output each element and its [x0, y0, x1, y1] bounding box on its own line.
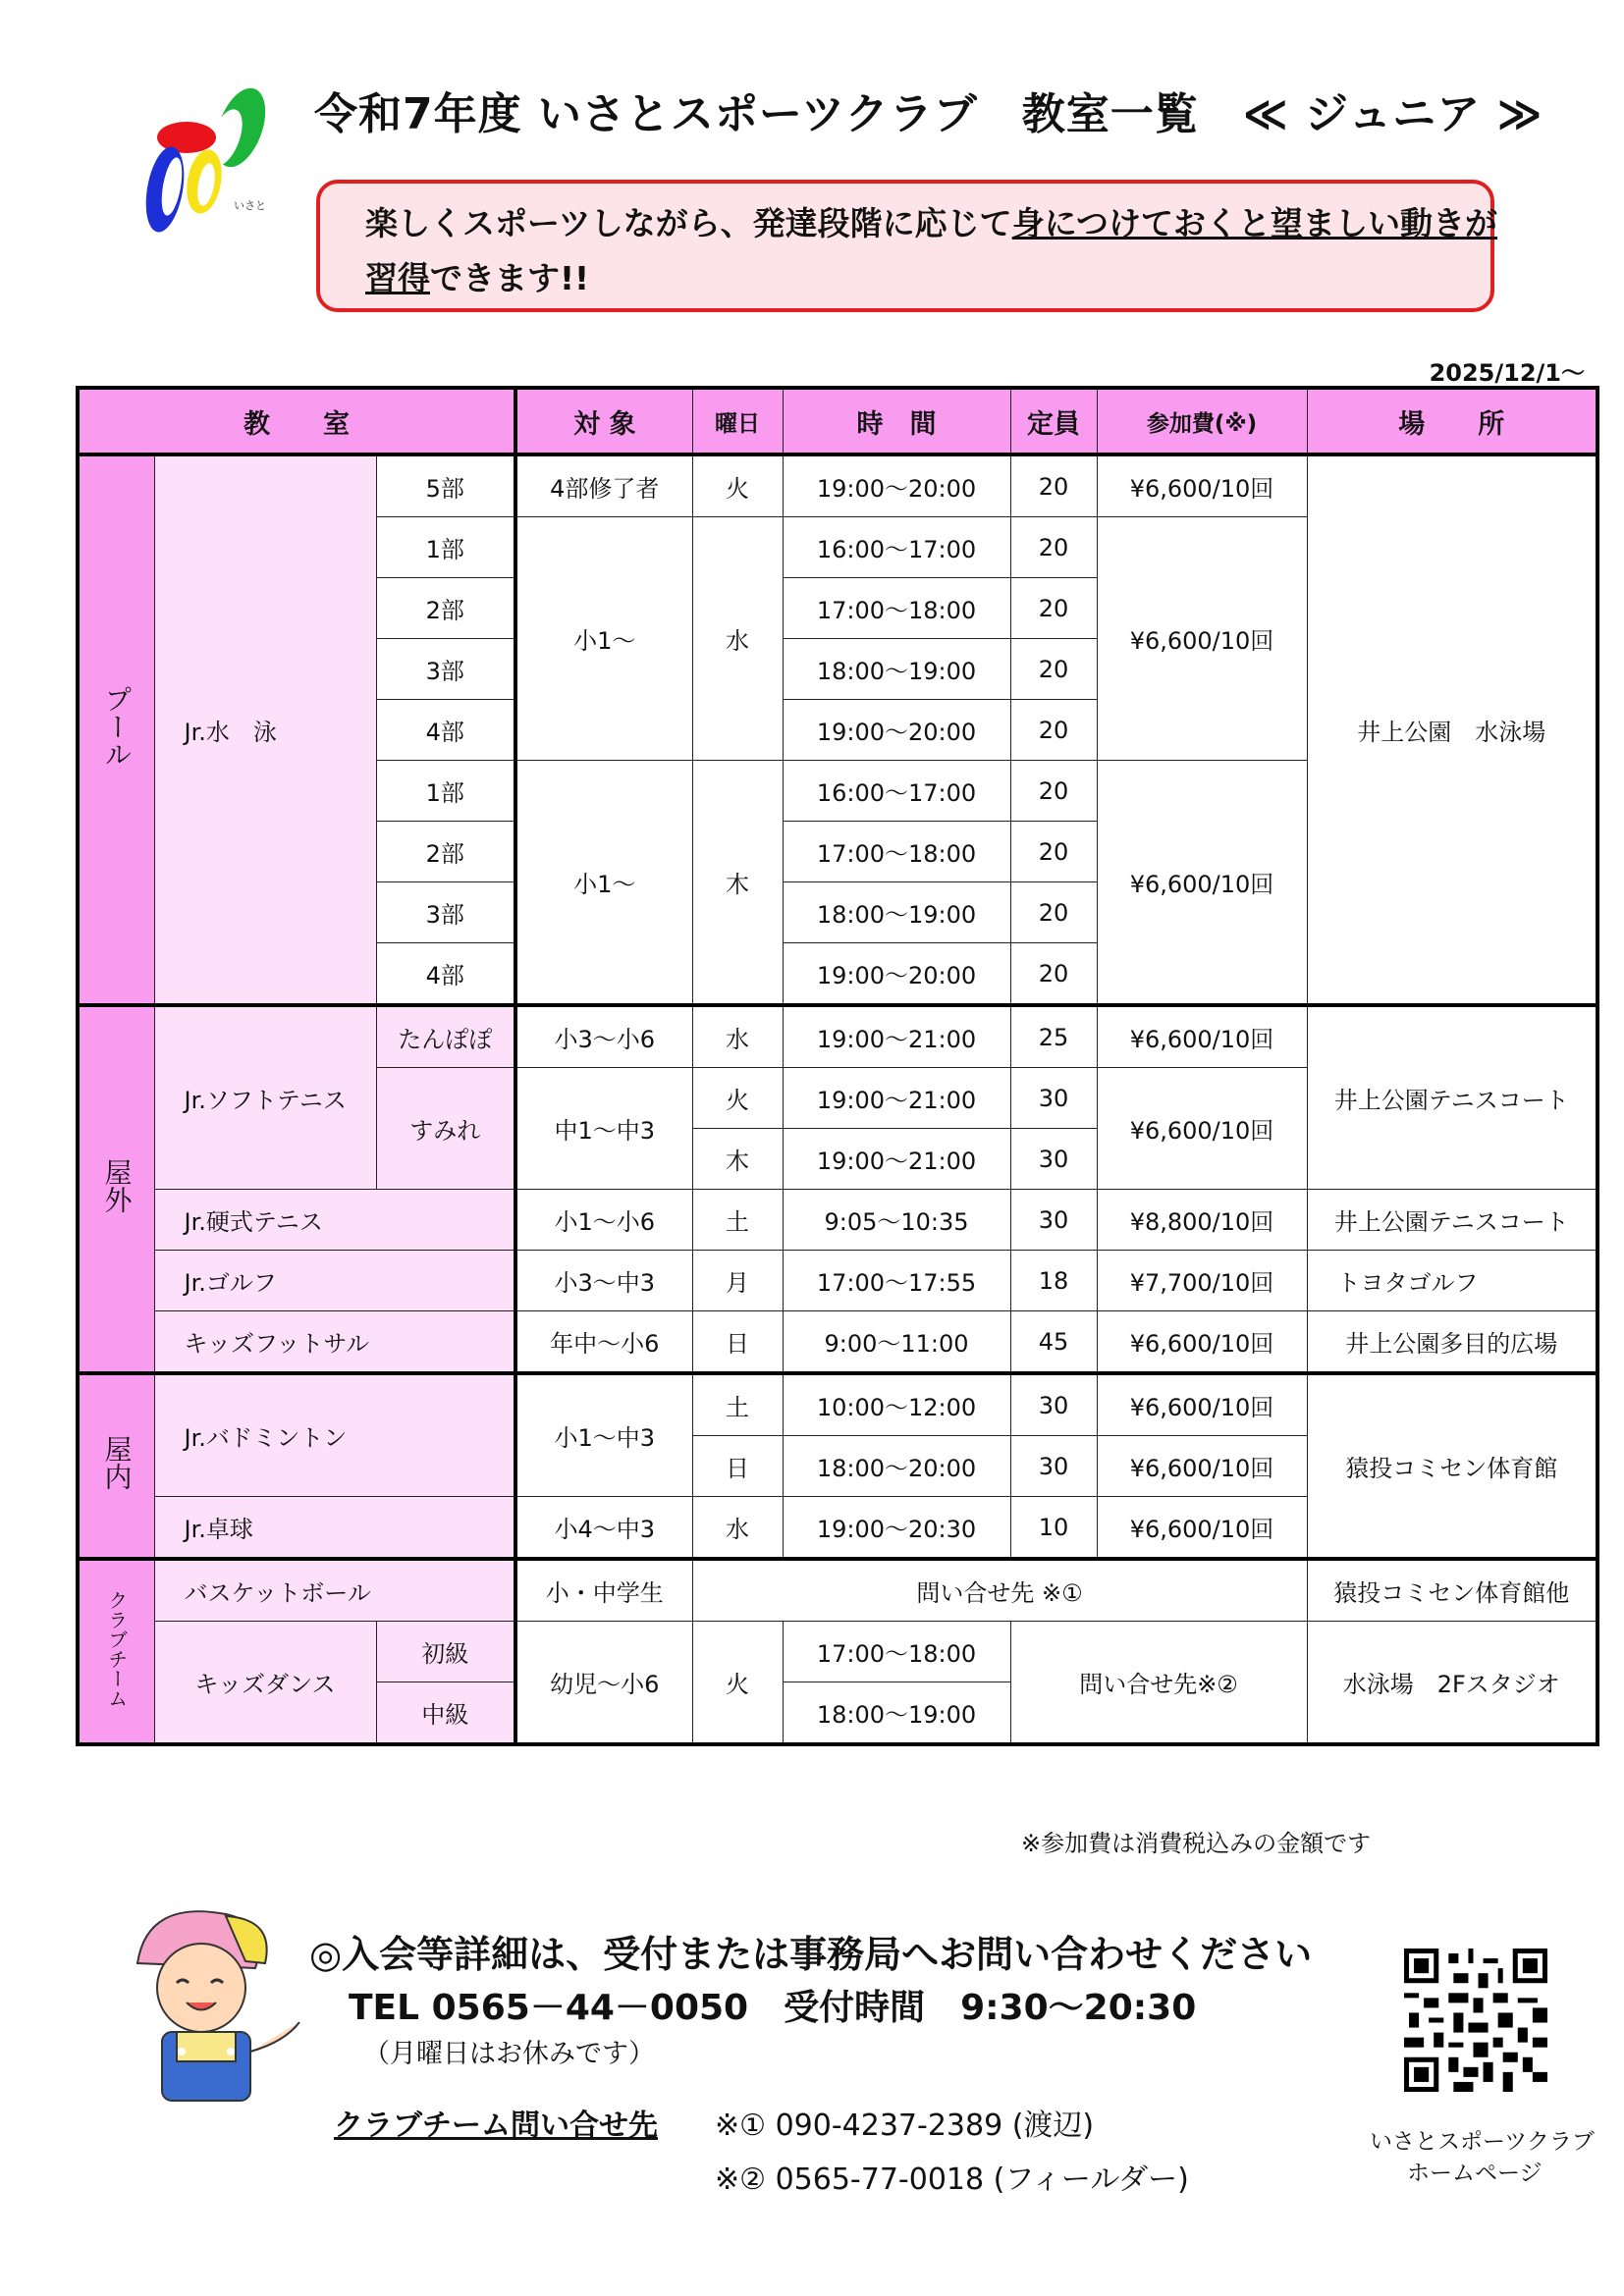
class-futsal: キッズフットサル: [154, 1311, 515, 1374]
header-fee: 参加費(※): [1097, 388, 1307, 454]
banner-text-b: 身につけておくと望ましい動きが: [1011, 204, 1498, 242]
capacity-cell: 20: [1010, 517, 1097, 578]
capacity-cell: 20: [1010, 578, 1097, 639]
capacity-cell: 20: [1010, 454, 1097, 517]
header-time: 時 間: [783, 388, 1010, 454]
homepage-label-2: ホームページ: [1407, 2161, 1543, 2186]
time-cell: 18:00～19:00: [783, 639, 1010, 700]
capacity-cell: 30: [1010, 1068, 1097, 1129]
inquiry-cell: 問い合せ先 ※①: [692, 1559, 1307, 1622]
fee-cell: ¥6,600/10回: [1097, 517, 1307, 761]
header-day: 曜日: [692, 388, 783, 454]
table-row: [78, 1559, 1597, 1622]
class-golf: Jr.ゴルフ: [154, 1251, 515, 1311]
day-cell: 火: [692, 454, 783, 517]
capacity-cell: 10: [1010, 1497, 1097, 1560]
banner-text-d: できます!!: [430, 259, 590, 297]
time-cell: 16:00～17:00: [783, 517, 1010, 578]
fee-cell: ¥6,600/10回: [1097, 1373, 1307, 1436]
capacity-cell: 20: [1010, 761, 1097, 822]
target-cell: 小1～小6: [515, 1190, 692, 1251]
time-cell: 19:00～21:00: [783, 1005, 1010, 1068]
place-cell: 井上公園テニスコート: [1307, 1005, 1597, 1190]
category-outdoor: [78, 1005, 154, 1373]
header-target: 対 象: [515, 388, 692, 454]
banner-line-1: [365, 198, 1497, 244]
part-cell: 4部: [376, 700, 515, 761]
category-indoor: [78, 1373, 154, 1559]
part-cell: 4部: [376, 943, 515, 1006]
part-cell: 5部: [376, 454, 515, 517]
day-cell: 火: [692, 1068, 783, 1129]
capacity-cell: 30: [1010, 1190, 1097, 1251]
day-cell: 土: [692, 1190, 783, 1251]
target-cell: 幼児～小6: [515, 1622, 692, 1745]
time-cell: 18:00～20:00: [783, 1436, 1010, 1497]
fee-cell: ¥7,700/10回: [1097, 1251, 1307, 1311]
time-cell: 9:00～11:00: [783, 1311, 1010, 1374]
category-pool: [78, 454, 154, 1005]
isato-logo: [128, 83, 285, 240]
mascot-illustration: [108, 1895, 304, 2106]
day-cell: 日: [692, 1311, 783, 1374]
page-title: 令和7年度 いさとスポーツクラブ 教室一覧 ≪ ジュニア ≫: [314, 89, 1543, 139]
target-cell: 小・中学生: [515, 1559, 692, 1622]
table-row: [78, 454, 1597, 517]
table-row: [78, 1251, 1597, 1311]
qr-code-icon[interactable]: [1404, 1949, 1547, 2092]
capacity-cell: 30: [1010, 1436, 1097, 1497]
place-cell: 井上公園多目的広場: [1307, 1311, 1597, 1374]
capacity-cell: 20: [1010, 700, 1097, 761]
part-cell: 3部: [376, 639, 515, 700]
part-cell: 1部: [376, 517, 515, 578]
day-cell: 水: [692, 517, 783, 761]
fee-cell: ¥8,800/10回: [1097, 1190, 1307, 1251]
part-cell: 1部: [376, 761, 515, 822]
table-row: [78, 1190, 1597, 1251]
capacity-cell: 20: [1010, 882, 1097, 943]
time-cell: 17:00～18:00: [783, 822, 1010, 882]
fee-cell: ¥6,600/10回: [1097, 1068, 1307, 1190]
fee-cell: ¥6,600/10回: [1097, 761, 1307, 1006]
day-cell: 水: [692, 1005, 783, 1068]
day-cell: 日: [692, 1436, 783, 1497]
header-place: 場 所: [1307, 388, 1597, 454]
place-cell: 井上公園 水泳場: [1307, 454, 1597, 1005]
banner-text-a: 楽しくスポーツしながら、発達段階に応じて: [365, 204, 1012, 242]
fee-cell: ¥6,600/10回: [1097, 1497, 1307, 1560]
class-schedule-table: [76, 386, 1599, 1746]
time-cell: 17:00～17:55: [783, 1251, 1010, 1311]
place-cell: 猿投コミセン体育館他: [1307, 1559, 1597, 1622]
time-cell: 19:00～20:00: [783, 454, 1010, 517]
category-outdoor-label: 屋外: [100, 1157, 134, 1213]
class-table-tennis: Jr.卓球: [154, 1497, 515, 1560]
category-club: [78, 1559, 154, 1744]
effective-date: 2025/12/1～: [1429, 359, 1585, 387]
place-cell: 井上公園テニスコート: [1307, 1190, 1597, 1251]
target-cell: 中1～中3: [515, 1068, 692, 1190]
time-cell: 19:00～20:00: [783, 943, 1010, 1006]
inquiry-cell: 問い合せ先※②: [1010, 1622, 1307, 1745]
part-cell: 3部: [376, 882, 515, 943]
time-cell: 10:00～12:00: [783, 1373, 1010, 1436]
level-cell: 初級: [376, 1622, 515, 1682]
place-cell: トヨタゴルフ: [1307, 1251, 1597, 1311]
class-swimming: Jr.水 泳: [154, 454, 376, 1005]
capacity-cell: 20: [1010, 943, 1097, 1006]
contact-heading: ◎入会等詳細は、受付または事務局へお問い合わせください: [309, 1933, 1313, 1976]
part-cell: すみれ: [376, 1068, 515, 1190]
header-classroom: 教 室: [78, 388, 515, 454]
day-cell: 木: [692, 1129, 783, 1190]
day-cell: 木: [692, 761, 783, 1006]
part-cell: 2部: [376, 578, 515, 639]
club-contact-1: ※① 090-4237-2389 (渡辺): [715, 2109, 1095, 2143]
banner-line-2: [365, 253, 589, 299]
fee-cell: ¥6,600/10回: [1097, 1436, 1307, 1497]
capacity-cell: 20: [1010, 639, 1097, 700]
table-row: [78, 1622, 1597, 1682]
class-kids-dance: キッズダンス: [154, 1622, 376, 1745]
time-cell: 19:00～21:00: [783, 1068, 1010, 1129]
capacity-cell: 30: [1010, 1373, 1097, 1436]
capacity-cell: 18: [1010, 1251, 1097, 1311]
class-basketball: バスケットボール: [154, 1559, 515, 1622]
day-cell: 水: [692, 1497, 783, 1560]
class-hard-tennis: Jr.硬式テニス: [154, 1190, 515, 1251]
category-indoor-label: 屋内: [100, 1434, 134, 1490]
time-cell: 16:00～17:00: [783, 761, 1010, 822]
logo-caption: いさと: [234, 199, 266, 212]
fee-cell: ¥6,600/10回: [1097, 1311, 1307, 1374]
time-cell: 19:00～20:30: [783, 1497, 1010, 1560]
target-cell: 小4～中3: [515, 1497, 692, 1560]
target-cell: 小1～: [515, 761, 692, 1006]
time-cell: 9:05～10:35: [783, 1190, 1010, 1251]
table-row: [78, 1005, 1597, 1068]
place-cell: 猿投コミセン体育館: [1307, 1373, 1597, 1559]
time-cell: 18:00～19:00: [783, 882, 1010, 943]
day-cell: 火: [692, 1622, 783, 1745]
time-cell: 18:00～19:00: [783, 1682, 1010, 1745]
fee-cell: ¥6,600/10回: [1097, 454, 1307, 517]
closed-note: （月曜日はお休みです）: [363, 2039, 655, 2069]
time-cell: 17:00～18:00: [783, 1622, 1010, 1682]
target-cell: 年中～小6: [515, 1311, 692, 1374]
capacity-cell: 30: [1010, 1129, 1097, 1190]
target-cell: 小1～中3: [515, 1373, 692, 1497]
time-cell: 17:00～18:00: [783, 578, 1010, 639]
class-soft-tennis: Jr.ソフトテニス: [154, 1005, 376, 1190]
target-cell: 4部修了者: [515, 454, 692, 517]
table-row: [78, 1311, 1597, 1374]
day-cell: 土: [692, 1373, 783, 1436]
time-cell: 19:00～21:00: [783, 1129, 1010, 1190]
place-cell: 水泳場 2Fスタジオ: [1307, 1622, 1597, 1745]
category-club-label: クラブチーム: [104, 1589, 129, 1708]
category-pool-label: プール: [100, 684, 134, 768]
capacity-cell: 25: [1010, 1005, 1097, 1068]
banner-text-c: 習得: [365, 259, 430, 297]
day-cell: 月: [692, 1251, 783, 1311]
time-cell: 19:00～20:00: [783, 700, 1010, 761]
fee-note: ※参加費は消費税込みの金額です: [1021, 1830, 1372, 1857]
tel-line: TEL 0565－44－0050 受付時間 9:30～20:30: [349, 1988, 1197, 2028]
target-cell: 小1～: [515, 517, 692, 761]
club-contact-2: ※② 0565-77-0018 (フィールダー): [715, 2163, 1189, 2197]
capacity-cell: 45: [1010, 1311, 1097, 1374]
level-cell: 中級: [376, 1682, 515, 1745]
header-capacity: 定員: [1010, 388, 1097, 454]
club-contact-heading: クラブチーム問い合せ先: [334, 2109, 658, 2143]
table-row: [78, 1373, 1597, 1436]
part-cell: たんぽぽ: [376, 1005, 515, 1068]
part-cell: 2部: [376, 822, 515, 882]
capacity-cell: 20: [1010, 822, 1097, 882]
fee-cell: ¥6,600/10回: [1097, 1005, 1307, 1068]
target-cell: 小3～中3: [515, 1251, 692, 1311]
table-header-row: [78, 388, 1597, 454]
homepage-label-1: いさとスポーツクラブ: [1370, 2129, 1595, 2155]
class-badminton: Jr.バドミントン: [154, 1373, 515, 1497]
target-cell: 小3～小6: [515, 1005, 692, 1068]
